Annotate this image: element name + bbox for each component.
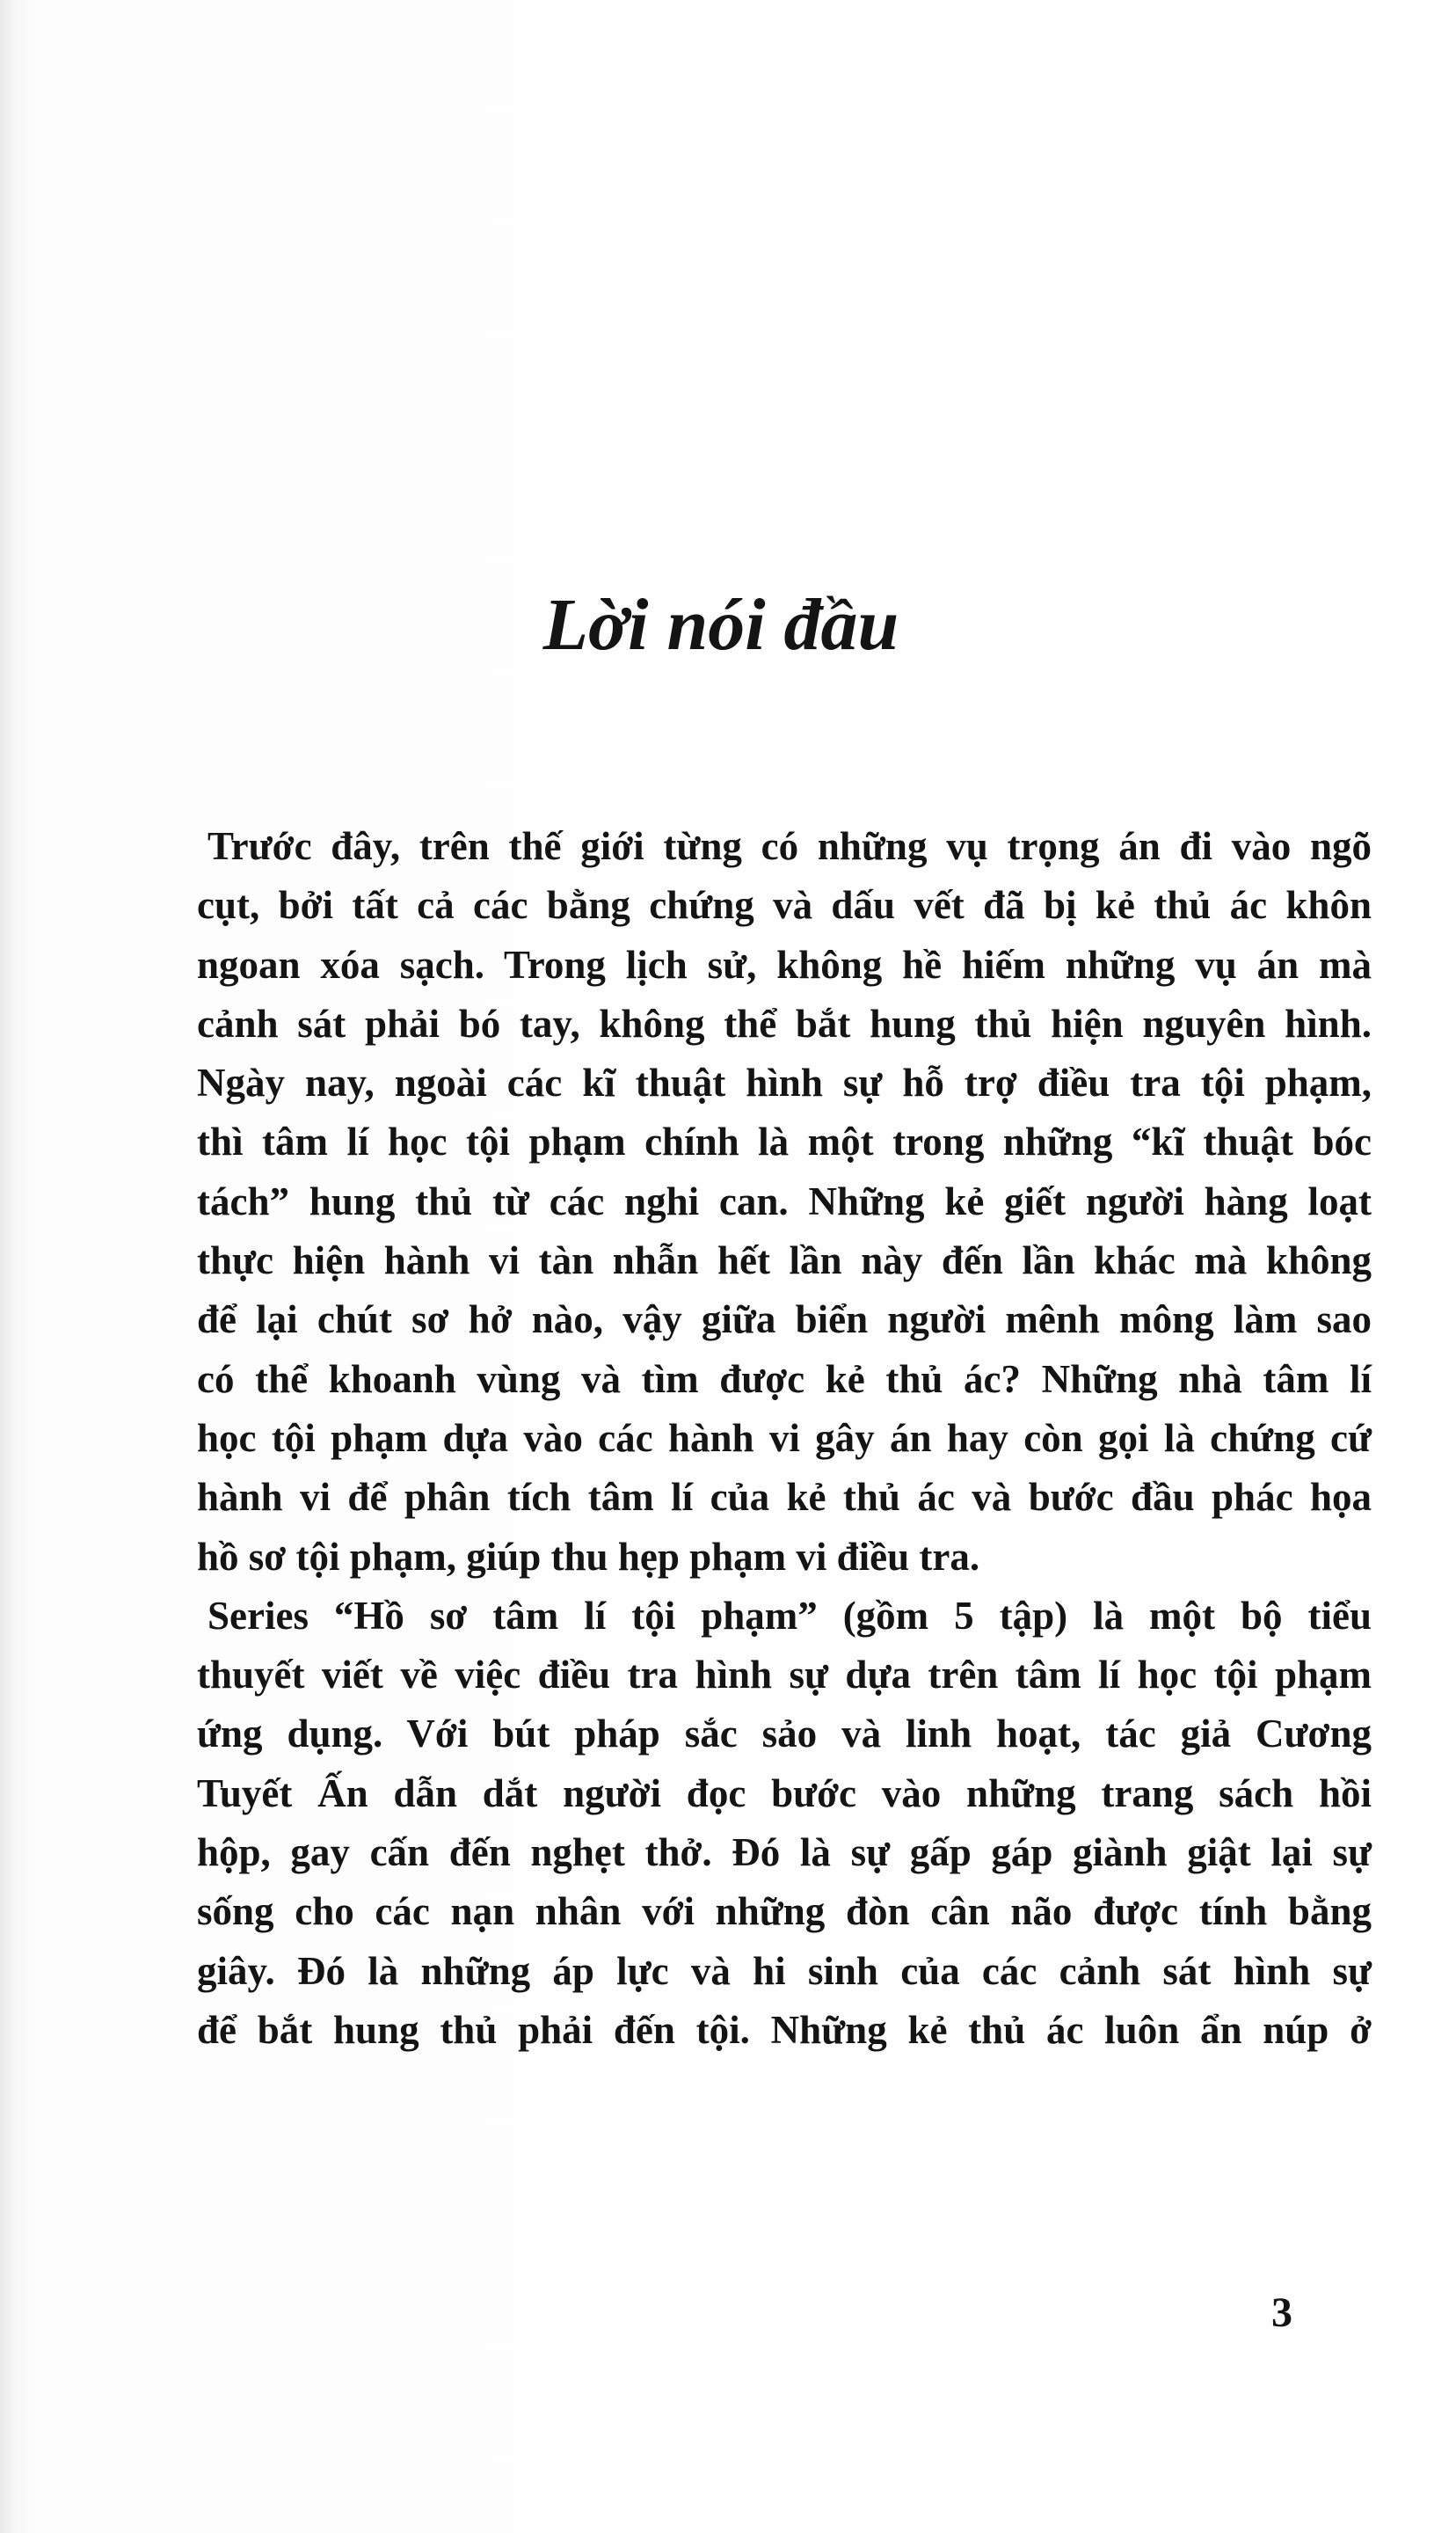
- text-line: hộp, gay cấn đến nghẹt thở. Đó là sự gấp gáp giành giật lại sự: [197, 1830, 1372, 1875]
- text-line: Series “Hồ sơ tâm lí tội phạm” (gồm 5 tập) là một bộ tiểu: [207, 1593, 1372, 1638]
- body-text: [197, 817, 1372, 2060]
- text-line: hồ sơ tội phạm, giúp thu hẹp phạm vi điều tra.: [197, 1534, 980, 1579]
- text-line: tách” hung thủ từ các nghi can. Những kẻ giết người hàng loạt: [197, 1179, 1372, 1223]
- paragraph-1: [197, 817, 1372, 1587]
- text-line: để lại chút sơ hở nào, vậy giữa biển người mênh mông làm sao: [197, 1297, 1372, 1342]
- paragraph-2: [197, 1587, 1372, 2060]
- text-line: Tuyết Ấn dẫn dắt người đọc bước vào những trang sách hồi: [197, 1770, 1372, 1815]
- text-line: ngoan xóa sạch. Trong lịch sử, không hề hiếm những vụ án mà: [197, 942, 1372, 987]
- text-line: hành vi để phân tích tâm lí của kẻ thủ ác và bước đầu phác họa: [197, 1475, 1372, 1520]
- text-line: cảnh sát phải bó tay, không thể bắt hung thủ hiện nguyên hình.: [197, 1001, 1372, 1046]
- text-line: ứng dụng. Với bút pháp sắc sảo và linh hoạt, tác giả Cương: [197, 1712, 1372, 1756]
- text-line: học tội phạm dựa vào các hành vi gây án hay còn gọi là chứng cứ: [197, 1415, 1372, 1460]
- text-line: Ngày nay, ngoài các kĩ thuật hình sự hỗ trợ điều tra tội phạm,: [197, 1061, 1372, 1106]
- text-line: sống cho các nạn nhân với những đòn cân não được tính bằng: [197, 1889, 1372, 1934]
- text-line: có thể khoanh vùng và tìm được kẻ thủ ác? Những nhà tâm lí: [197, 1356, 1372, 1401]
- text-line: thuyết viết về việc điều tra hình sự dựa trên tâm lí học tội phạm: [197, 1653, 1372, 1697]
- text-line: cụt, bởi tất cả các bằng chứng và dấu vết đã bị kẻ thủ ác khôn: [197, 883, 1372, 928]
- text-line: Trước đây, trên thế giới từng có những vụ trọng án đi vào ngõ: [207, 824, 1372, 868]
- text-line: thì tâm lí học tội phạm chính là một trong những “kĩ thuật bóc: [197, 1120, 1372, 1164]
- text-line: giây. Đó là những áp lực và hi sinh của các cảnh sát hình sự: [197, 1948, 1372, 1993]
- text-line: để bắt hung thủ phải đến tội. Những kẻ thủ ác luôn ẩn núp ở: [197, 2007, 1372, 2052]
- text-line: thực hiện hành vi tàn nhẫn hết lần này đến lần khác mà không: [197, 1238, 1372, 1283]
- page-number: 3: [1271, 2289, 1292, 2336]
- chapter-title: Lời nói đầu: [542, 584, 899, 667]
